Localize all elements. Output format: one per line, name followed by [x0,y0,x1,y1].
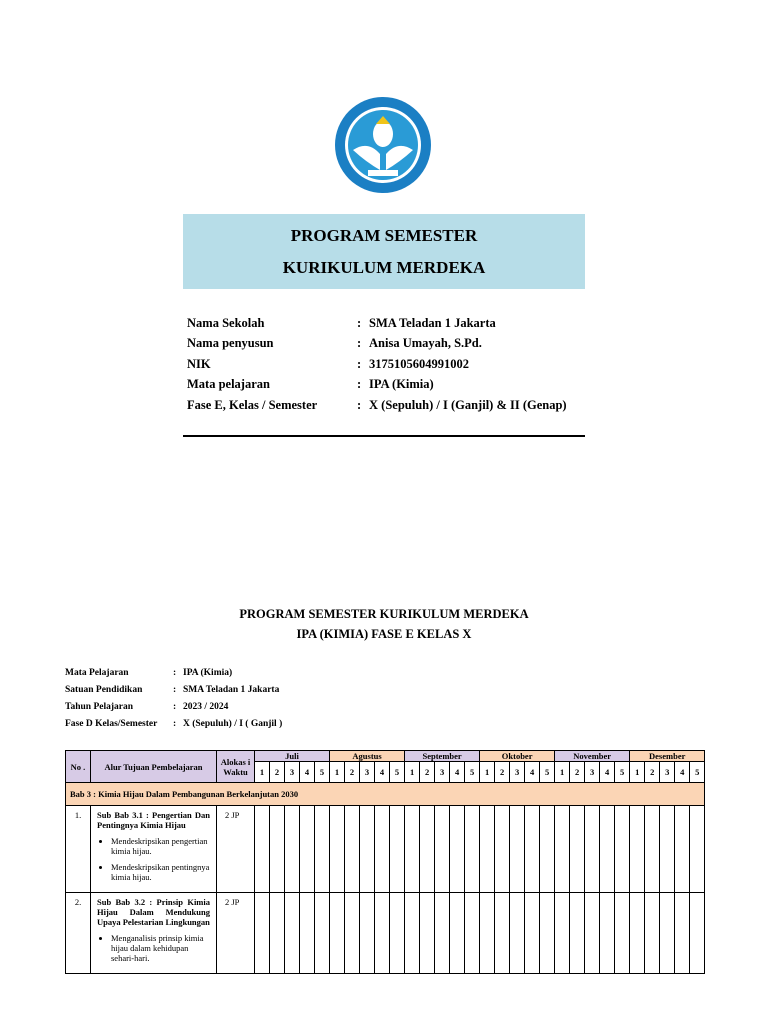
week-cell [480,806,495,893]
week-cell [630,893,645,974]
week-cell [540,893,555,974]
meta-separator: : [173,701,177,712]
week-header: 1 [405,762,420,783]
week-header: 3 [510,762,525,783]
week-cell [660,893,675,974]
identity-label: Nama penyusun [187,336,274,351]
week-header: 2 [345,762,360,783]
schedule-table [65,750,705,974]
week-cell [450,893,465,974]
week-cell [555,893,570,974]
meta-separator: : [173,667,177,678]
identity-label: Mata pelajaran [187,377,270,392]
week-cell [285,806,300,893]
header-no: No . [66,751,91,783]
meta-row [65,664,282,681]
objective-list [97,933,210,963]
meta-row [65,681,282,698]
learning-objective-cell [91,893,217,974]
week-header: 2 [645,762,660,783]
meta-row [65,698,282,715]
identity-separator: : [357,397,362,412]
week-cell [690,893,705,974]
week-cell [345,893,360,974]
chapter-title: Bab 3 : Kimia Hijau Dalam Pembangunan Berkelanjutan 2030 [66,783,705,806]
week-cell [300,893,315,974]
week-header: 3 [360,762,375,783]
week-cell [420,893,435,974]
week-cell [375,893,390,974]
week-header: 4 [600,762,615,783]
time-allocation: 2 JP [217,893,255,974]
week-cell [435,806,450,893]
identity-block [187,313,587,416]
week-cell [375,806,390,893]
meta-separator: : [173,684,177,695]
week-header: 4 [525,762,540,783]
week-header: 3 [585,762,600,783]
identity-value: SMA Teladan 1 Jakarta [369,315,496,330]
table-header-row [66,751,705,762]
month-header: Agustus [330,751,405,762]
identity-row [187,354,587,375]
header-title-line2: KURIKULUM MERDEKA [282,258,486,277]
identity-row [187,334,587,355]
week-cell [510,893,525,974]
week-cell [645,806,660,893]
identity-label: Nama Sekolah [187,315,265,330]
meta-value: 2023 / 2024 [183,701,229,712]
week-header: 2 [420,762,435,783]
objective-item: • Menganalisis prinsip kimia hijau dalam kehidupan sehari-hari. [111,933,210,963]
week-header: 2 [570,762,585,783]
week-cell [525,806,540,893]
week-cell [405,806,420,893]
objective-list [97,836,210,882]
week-cell [600,893,615,974]
meta-label: Tahun Pelajaran [65,701,134,712]
week-header: 1 [555,762,570,783]
learning-objective-cell [91,806,217,893]
identity-value: X (Sepuluh) / I (Ganjil) & II (Genap) [369,397,567,412]
tut-wuri-handayani-logo [333,92,433,198]
week-cell [585,893,600,974]
week-cell [330,806,345,893]
identity-label: Fase E, Kelas / Semester [187,397,318,412]
week-header: 4 [375,762,390,783]
week-header: 1 [630,762,645,783]
month-header: Oktober [480,751,555,762]
week-cell [420,806,435,893]
month-header: Juli [255,751,330,762]
week-cell [675,893,690,974]
header-alur: Alur Tujuan Pembelajaran [91,751,217,783]
week-cell [495,893,510,974]
week-header: 2 [495,762,510,783]
week-cell [450,806,465,893]
week-cell [465,806,480,893]
week-header: 3 [435,762,450,783]
week-cell [495,806,510,893]
meta-label: Fase D Kelas/Semester [65,718,158,729]
week-header: 1 [255,762,270,783]
month-header: September [405,751,480,762]
table-row [66,893,705,974]
identity-value: IPA (Kimia) [369,377,434,392]
week-cell [360,893,375,974]
header-alokasi: Alokas i Waktu [217,751,255,783]
week-header: 5 [540,762,555,783]
month-header: Desember [630,751,705,762]
week-cell [600,806,615,893]
meta-row [65,715,282,732]
week-cell [270,806,285,893]
week-cell [660,806,675,893]
week-cell [360,806,375,893]
week-header: 3 [285,762,300,783]
week-cell [405,893,420,974]
week-header: 5 [465,762,480,783]
week-cell [465,893,480,974]
program-title: PROGRAM SEMESTER KURIKULUM MERDEKA [239,607,529,621]
week-cell [570,893,585,974]
identity-row [187,313,587,334]
week-cell [345,806,360,893]
row-number: 1. [66,806,91,893]
week-cell [390,806,405,893]
week-cell [585,806,600,893]
header-title-line1: PROGRAM SEMESTER [290,226,478,245]
week-cell [480,893,495,974]
row-number: 2. [66,893,91,974]
month-header: November [555,751,630,762]
week-cell [645,893,660,974]
week-cell [255,893,270,974]
week-cell [435,893,450,974]
week-cell [570,806,585,893]
chapter-row [66,783,705,806]
week-cell [540,806,555,893]
week-cell [330,893,345,974]
identity-separator: : [357,336,362,351]
sub-chapter-title: Sub Bab 3.1 : Pengertian Dan Pentingnya Kimia Hijau [97,810,210,830]
meta-value: IPA (Kimia) [183,667,233,678]
week-cell [510,806,525,893]
week-cell [690,806,705,893]
identity-separator: : [357,377,362,392]
identity-value: 3175105604991002 [369,356,469,371]
week-header: 1 [480,762,495,783]
week-header: 1 [330,762,345,783]
week-header: 5 [690,762,705,783]
week-header: 5 [390,762,405,783]
identity-separator: : [357,356,362,371]
week-cell [255,806,270,893]
week-cell [675,806,690,893]
program-subtitle: IPA (KIMIA) FASE E KELAS X [296,627,472,641]
header-banner [183,214,585,289]
identity-separator: : [357,315,362,330]
week-header: 4 [450,762,465,783]
week-cell [300,806,315,893]
sub-chapter-title: Sub Bab 3.2 : Prinsip Kimia Hijau Dalam Mendukung Upaya Pelestarian Lingkungan [97,897,210,927]
week-header: 3 [660,762,675,783]
divider-rule [183,435,585,437]
week-cell [270,893,285,974]
week-cell [285,893,300,974]
table-row [66,806,705,893]
week-header: 5 [615,762,630,783]
week-cell [630,806,645,893]
identity-row [187,395,587,416]
identity-label: NIK [187,356,211,371]
week-cell [525,893,540,974]
week-header: 4 [675,762,690,783]
week-header: 2 [270,762,285,783]
meta-value: SMA Teladan 1 Jakarta [183,684,280,695]
meta-value: X (Sepuluh) / I ( Ganjil ) [183,718,283,729]
identity-value: Anisa Umayah, S.Pd. [369,336,482,351]
week-header: 5 [315,762,330,783]
week-cell [615,893,630,974]
week-cell [315,893,330,974]
meta-label: Satuan Pendidikan [65,684,143,695]
identity-row [187,375,587,396]
meta-block [65,664,282,732]
week-header: 4 [300,762,315,783]
week-cell [315,806,330,893]
objective-item: • Mendeskripsikan pentingnya kimia hijau. [111,862,210,882]
objective-item: • Mendeskripsikan pengertian kimia hijau. [111,836,210,856]
meta-label: Mata Pelajaran [65,667,129,678]
week-cell [390,893,405,974]
week-cell [615,806,630,893]
meta-separator: : [173,718,177,729]
week-cell [555,806,570,893]
time-allocation: 2 JP [217,806,255,893]
